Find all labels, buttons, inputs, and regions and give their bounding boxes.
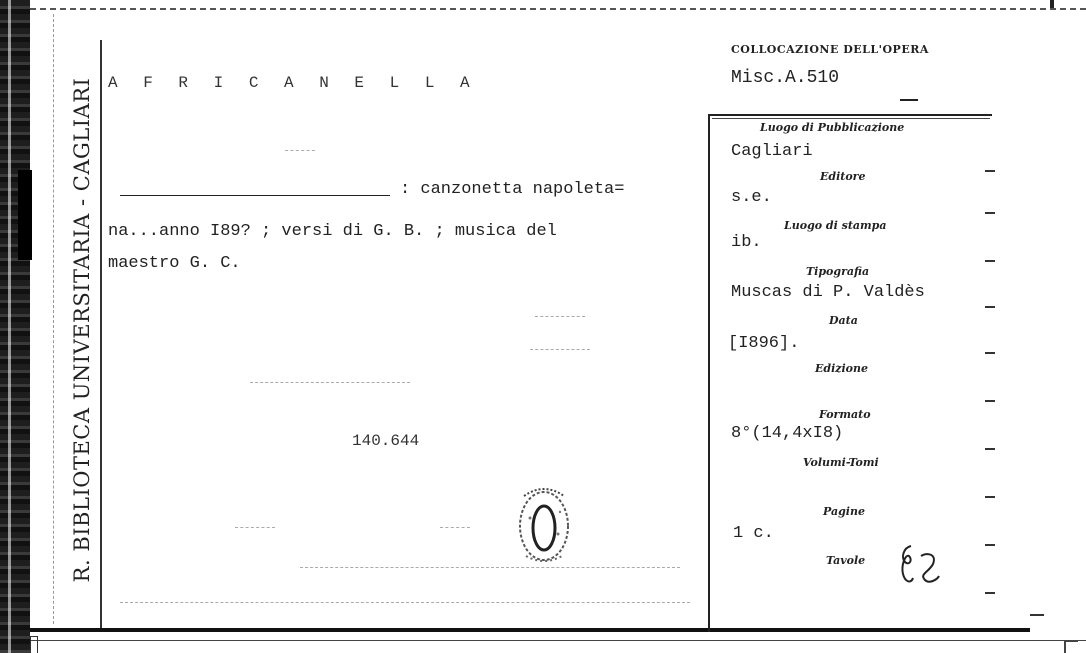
- description-line: : canzonetta napoleta=: [400, 180, 625, 199]
- field-value-formato: 8°(14,4xI8): [731, 424, 844, 443]
- guide-dots: [440, 527, 470, 528]
- field-label-tavole: Tavole: [826, 554, 866, 567]
- field-value-data: [I896].: [728, 334, 800, 353]
- scan-edge-strip: [0, 0, 30, 653]
- tick-mark: [985, 448, 995, 450]
- collocazione-value: Misc.A.510: [731, 68, 840, 88]
- stamp-guide-line: [53, 14, 54, 624]
- field-label-pagine: Pagine: [823, 505, 865, 518]
- collocazione-dash: [900, 99, 918, 101]
- card-title: A F R I C A N E L L A: [108, 74, 478, 92]
- field-label-volumi-tomi: Volumi-Tomi: [803, 456, 879, 469]
- card-top-border: [30, 0, 1086, 10]
- tick-mark: [985, 212, 995, 214]
- field-label-luogo-stampa: Luogo di stampa: [784, 219, 887, 232]
- description-line: na...anno I89? ; versi di G. B. ; musica del: [108, 222, 557, 241]
- card-corner-mark: [1050, 0, 1054, 8]
- handwritten-initials-icon: [893, 540, 943, 590]
- tick-mark: [985, 352, 995, 354]
- tick-mark: [985, 544, 995, 546]
- field-label-luogo-pubblicazione: Luogo di Pubblicazione: [760, 121, 905, 134]
- tick-mark: [985, 306, 995, 308]
- collocazione-label: COLLOCAZIONE DELL'OPERA: [731, 43, 929, 56]
- guide-dots: [285, 150, 315, 151]
- tick-mark: [985, 170, 995, 172]
- tick-mark: [985, 592, 995, 594]
- guide-dots: [250, 382, 410, 383]
- field-label-edizione: Edizione: [815, 362, 869, 375]
- tick-mark: [985, 496, 995, 498]
- card-bottom-rule: [30, 640, 1086, 641]
- description-line: maestro G. C.: [108, 254, 241, 273]
- inventory-number: 140.644: [352, 432, 420, 450]
- library-stamp: R. BIBLIOTECA UNIVERSITARIA - CAGLIARI: [70, 77, 94, 583]
- field-label-editore: Editore: [820, 170, 866, 183]
- guide-dots: [235, 527, 275, 528]
- field-label-data: Data: [829, 314, 858, 327]
- tick-mark: [985, 400, 995, 402]
- field-value-luogo-pubblicazione: Cagliari: [731, 142, 813, 161]
- field-label-tipografia: Tipografia: [806, 265, 870, 278]
- guide-dots: [120, 602, 690, 603]
- field-value-pagine: 1 c.: [733, 524, 774, 543]
- card-left-rule: [100, 40, 102, 630]
- tick-mark: [985, 260, 995, 262]
- tick-mark: [1030, 614, 1044, 616]
- guide-dots: [300, 567, 680, 568]
- field-value-tipografia: Muscas di P. Valdès: [731, 283, 925, 302]
- card-bottom-right-mark: [1064, 640, 1078, 653]
- field-value-editore: s.e.: [731, 188, 772, 207]
- field-label-formato: Formato: [819, 408, 871, 421]
- author-blank-line: [120, 195, 390, 196]
- field-value-luogo-stampa: ib.: [731, 233, 762, 252]
- guide-dots: [530, 349, 590, 350]
- guide-dots: [535, 316, 585, 317]
- scan-edge-notch: [18, 170, 32, 260]
- card-bottom-left-mark: [30, 636, 38, 653]
- library-seal-icon: [512, 482, 576, 566]
